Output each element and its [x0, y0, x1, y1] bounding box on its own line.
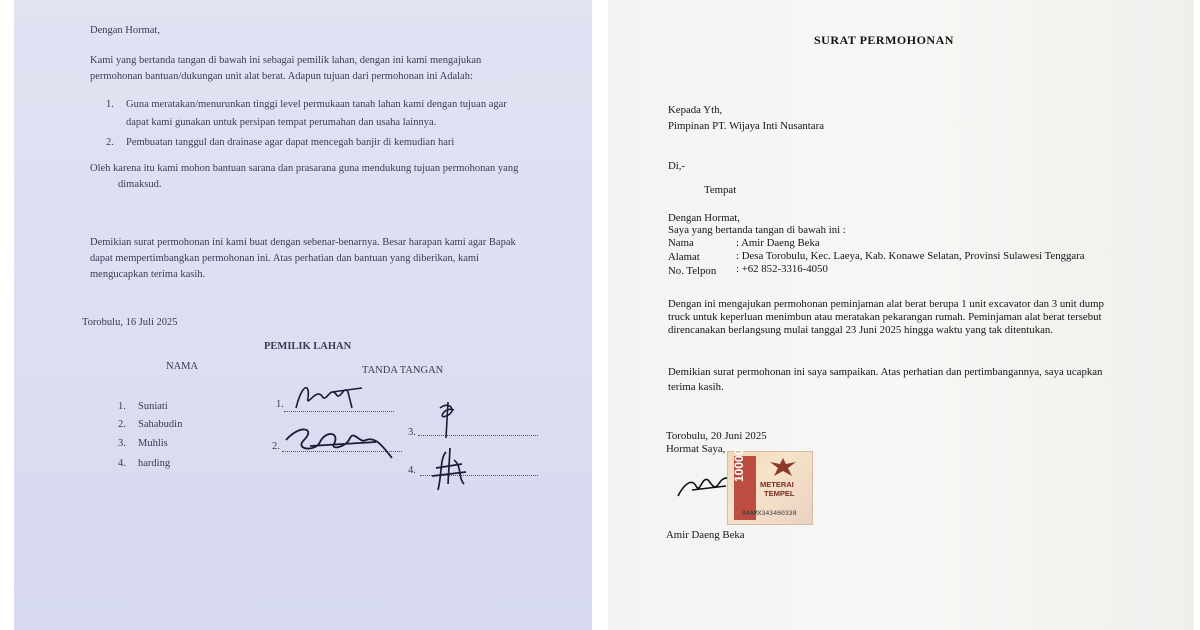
left-closing-line3: mengucapkan terima kasih.	[90, 269, 206, 280]
owner-name: Suniati	[138, 401, 168, 412]
signer-name: Amir Daeng Beka	[666, 529, 745, 541]
left-greeting: Dengan Hormat,	[90, 25, 160, 36]
left-request-line2: dimaksud.	[118, 179, 162, 190]
recipient-line1: Kepada Yth,	[668, 104, 723, 116]
stamp-amount: 10000	[732, 448, 746, 482]
owner-number: 2.	[118, 419, 126, 430]
field-value-name: : Amir Daeng Beka	[736, 237, 820, 249]
signature-slot-number: 4.	[408, 465, 416, 476]
right-intro: Saya yang bertanda tangan di bawah ini :	[668, 224, 846, 236]
signature-muhlis	[426, 398, 466, 442]
left-intro-line2: permohonan bantuan/dukungan unit alat berat. Adapun tujuan dari permohonan ini Adalah:	[90, 71, 473, 82]
stamp-label-meterai: METERAI	[760, 480, 794, 489]
stamp-label-tempel: TEMPEL	[764, 489, 795, 498]
right-place-date: Torobulu, 20 Juni 2025	[666, 430, 767, 442]
signature-slot-number: 3.	[408, 427, 416, 438]
left-letter-page	[14, 0, 592, 630]
owner-number: 4.	[118, 458, 126, 469]
left-request-line1: Oleh karena itu kami mohon bantuan sarana dan prasarana guna mendukung tujuan permohonan yang	[90, 163, 519, 174]
field-value-address: : Desa Torobulu, Kec. Laeya, Kab. Konawe Selatan, Provinsi Sulawesi Tenggara	[736, 250, 1085, 262]
garuda-emblem-icon	[768, 456, 798, 478]
signature-slot-number: 1.	[276, 399, 284, 410]
stamp-serial: 84AMX343460338	[742, 510, 797, 517]
owner-name: harding	[138, 458, 171, 469]
right-closing-line1: Demikian surat permohonan ini saya sampaikan. Atas perhatian dan pertimbangannya, saya ucapkan	[668, 366, 1103, 378]
purpose-number: 1.	[106, 99, 114, 110]
body-line1: Dengan ini mengajukan permohonan peminjaman alat berat berupa 1 unit excavator dan 3 unit dump	[668, 298, 1104, 310]
owner-number: 3.	[118, 438, 126, 449]
column-header-name: NAMA	[166, 361, 199, 372]
field-label-address: Alamat	[668, 251, 700, 263]
di-label: Di,-	[668, 160, 686, 172]
signer-heading: PEMILIK LAHAN	[264, 341, 352, 352]
field-value-phone: : +62 852-3316-4050	[736, 263, 828, 275]
letter-title: SURAT PERMOHONAN	[814, 33, 954, 47]
right-letter-page	[608, 0, 1194, 630]
body-line2: truck untuk keperluan menimbun atau meratakan pekarangan rumah. Peminjaman alat berat tersebut	[668, 311, 1102, 323]
right-closing-line2: terima kasih.	[668, 381, 724, 393]
field-label-phone: No. Telpon	[668, 265, 717, 277]
right-greeting: Dengan Hormat,	[668, 212, 740, 224]
purpose-line: dapat kami gunakan untuk persipan tempat perumahan dan usaha lainnya.	[126, 117, 437, 128]
signature-harding	[428, 444, 474, 494]
field-label-name: Nama	[668, 237, 694, 249]
left-intro-line1: Kami yang bertanda tangan di bawah ini sebagai pemilik lahan, dengan ini kami mengajukan	[90, 55, 482, 66]
left-closing-line1: Demikian surat permohonan ini kami buat dengan sebenar-benarnya. Besar harapan kami agar Bapak	[90, 237, 516, 248]
purpose-line: Pembuatan tanggul dan drainase agar dapat mencegah banjir di kemudian hari	[126, 137, 455, 148]
owner-name: Sahabudin	[138, 419, 183, 430]
left-place-date: Torobulu, 16 Juli 2025	[82, 317, 178, 328]
signature-sahabudin	[280, 418, 400, 462]
left-closing-line2: dapat mempertimbangkan permohonan ini. Atas perhatian dan bantuan yang diberikan, kami	[90, 253, 479, 264]
purpose-line: Guna meratakan/menurunkan tinggi level permukaan tanah lahan kami dengan tujuan agar	[126, 99, 507, 110]
owner-number: 1.	[118, 401, 126, 412]
regards-label: Hormat Saya,	[666, 443, 726, 455]
column-header-signature: TANDA TANGAN	[362, 365, 444, 376]
purpose-number: 2.	[106, 137, 114, 148]
place-label: Tempat	[704, 184, 737, 196]
owner-name: Muhlis	[138, 438, 168, 449]
signature-slot-number: 2.	[272, 441, 280, 452]
body-line3: direncanakan berlangsung mulai tanggal 23 Juni 2025 hingga waktu yang tak ditentukan.	[668, 324, 1053, 336]
recipient-line2: Pimpinan PT. Wijaya Inti Nusantara	[668, 120, 824, 132]
revenue-stamp	[727, 448, 813, 525]
signature-suniati	[292, 378, 372, 414]
